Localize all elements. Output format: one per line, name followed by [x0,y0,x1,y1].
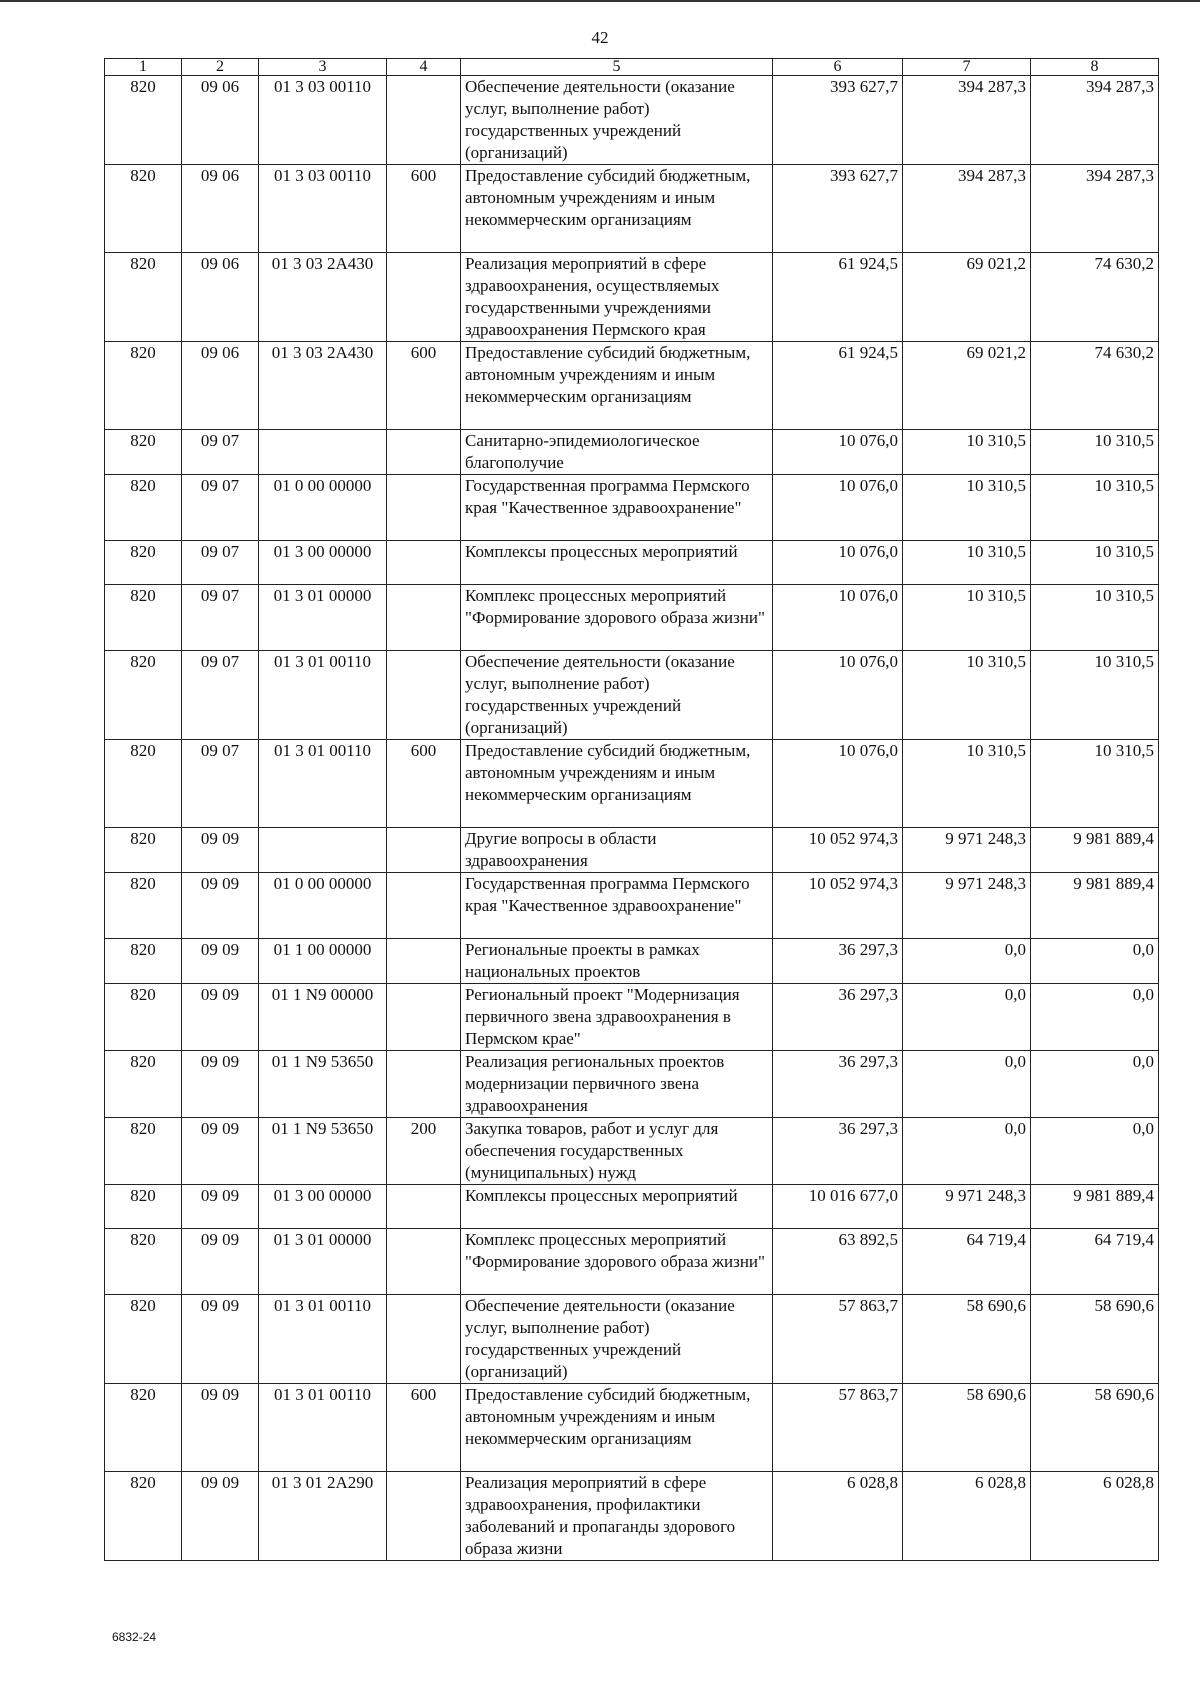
cell-amount-1: 10 076,0 [773,585,903,651]
cell-ved: 820 [105,873,182,939]
table-body [105,76,1159,1561]
cell-expense-type [387,1229,461,1295]
cell-expense-type: 600 [387,1384,461,1472]
cell-amount-2: 9 971 248,3 [903,873,1031,939]
cell-ved: 820 [105,475,182,541]
cell-amount-1: 6 028,8 [773,1472,903,1561]
cell-expense-type: 200 [387,1118,461,1185]
cell-article: 01 3 01 00000 [259,585,387,651]
budget-table [104,58,1159,1561]
cell-section: 09 07 [182,430,259,475]
cell-amount-3: 9 981 889,4 [1031,1185,1159,1229]
cell-article: 01 3 01 00110 [259,740,387,828]
cell-amount-1: 10 052 974,3 [773,828,903,873]
cell-article: 01 0 00 00000 [259,873,387,939]
cell-ved: 820 [105,939,182,984]
cell-ved: 820 [105,76,182,165]
table-row [105,1295,1159,1384]
cell-article: 01 3 01 2А290 [259,1472,387,1561]
cell-name: Государственная программа Пермского края "Качественное здравоохранение" [461,475,773,541]
cell-amount-3: 10 310,5 [1031,651,1159,740]
cell-ved: 820 [105,541,182,585]
table-row [105,165,1159,253]
cell-expense-type: 600 [387,342,461,430]
cell-name: Комплексы процессных мероприятий [461,541,773,585]
cell-amount-3: 9 981 889,4 [1031,828,1159,873]
cell-ved: 820 [105,1051,182,1118]
cell-article: 01 1 00 00000 [259,939,387,984]
page-number: 42 [591,28,609,47]
cell-article: 01 1 N9 00000 [259,984,387,1051]
cell-ved: 820 [105,1118,182,1185]
cell-amount-1: 36 297,3 [773,939,903,984]
table-row [105,1051,1159,1118]
cell-name: Государственная программа Пермского края "Качественное здравоохранение" [461,873,773,939]
cell-amount-3: 10 310,5 [1031,541,1159,585]
cell-amount-2: 9 971 248,3 [903,1185,1031,1229]
header-col-7: 7 [903,59,1031,76]
cell-expense-type [387,430,461,475]
cell-section: 09 07 [182,541,259,585]
cell-amount-3: 10 310,5 [1031,475,1159,541]
cell-name: Предоставление субсидий бюджетным, автономным учреждениям и иным некоммерческим организациям [461,342,773,430]
cell-article: 01 3 01 00000 [259,1229,387,1295]
cell-amount-2: 0,0 [903,1051,1031,1118]
cell-amount-1: 10 076,0 [773,475,903,541]
cell-expense-type [387,939,461,984]
cell-article: 01 3 01 00110 [259,1295,387,1384]
cell-amount-3: 10 310,5 [1031,585,1159,651]
cell-article: 01 3 03 2А430 [259,342,387,430]
cell-name: Предоставление субсидий бюджетным, автономным учреждениям и иным некоммерческим организациям [461,740,773,828]
cell-section: 09 07 [182,585,259,651]
cell-amount-1: 10 076,0 [773,740,903,828]
cell-article [259,430,387,475]
table-row [105,939,1159,984]
cell-name: Реализация мероприятий в сфере здравоохранения, профилактики заболеваний и пропаганды здорового образа жизни [461,1472,773,1561]
cell-name: Комплекс процессных мероприятий "Формирование здорового образа жизни" [461,1229,773,1295]
cell-amount-1: 36 297,3 [773,1051,903,1118]
cell-section: 09 09 [182,1384,259,1472]
cell-amount-3: 394 287,3 [1031,76,1159,165]
cell-name: Региональный проект "Модернизация первичного звена здравоохранения в Пермском крае" [461,984,773,1051]
cell-ved: 820 [105,1229,182,1295]
cell-section: 09 07 [182,740,259,828]
cell-expense-type [387,475,461,541]
cell-amount-2: 394 287,3 [903,165,1031,253]
cell-amount-3: 0,0 [1031,984,1159,1051]
header-col-3: 3 [259,59,387,76]
cell-name: Обеспечение деятельности (оказание услуг, выполнение работ) государственных учреждений (организаций) [461,76,773,165]
cell-expense-type [387,1472,461,1561]
cell-article: 01 3 03 00110 [259,165,387,253]
cell-expense-type [387,1295,461,1384]
cell-amount-2: 0,0 [903,1118,1031,1185]
cell-ved: 820 [105,585,182,651]
table-row [105,253,1159,342]
cell-ved: 820 [105,1185,182,1229]
cell-amount-1: 10 076,0 [773,430,903,475]
cell-amount-3: 0,0 [1031,1118,1159,1185]
cell-article: 01 3 01 00110 [259,1384,387,1472]
cell-amount-3: 0,0 [1031,939,1159,984]
cell-amount-3: 74 630,2 [1031,342,1159,430]
cell-section: 09 09 [182,1118,259,1185]
cell-name: Обеспечение деятельности (оказание услуг, выполнение работ) государственных учреждений (организаций) [461,1295,773,1384]
cell-name: Региональные проекты в рамках национальных проектов [461,939,773,984]
cell-expense-type [387,585,461,651]
cell-amount-2: 69 021,2 [903,253,1031,342]
cell-amount-1: 10 052 974,3 [773,873,903,939]
cell-amount-3: 10 310,5 [1031,740,1159,828]
cell-article: 01 1 N9 53650 [259,1118,387,1185]
cell-amount-3: 64 719,4 [1031,1229,1159,1295]
cell-amount-3: 10 310,5 [1031,430,1159,475]
cell-ved: 820 [105,1295,182,1384]
cell-article: 01 1 N9 53650 [259,1051,387,1118]
cell-expense-type [387,253,461,342]
cell-article: 01 3 00 00000 [259,1185,387,1229]
cell-ved: 820 [105,165,182,253]
header-col-5: 5 [461,59,773,76]
cell-amount-1: 10 016 677,0 [773,1185,903,1229]
cell-amount-3: 394 287,3 [1031,165,1159,253]
cell-article: 01 0 00 00000 [259,475,387,541]
cell-amount-2: 0,0 [903,939,1031,984]
cell-amount-2: 6 028,8 [903,1472,1031,1561]
cell-section: 09 09 [182,939,259,984]
header-col-1: 1 [105,59,182,76]
document-code: 6832-24 [112,1630,157,1644]
cell-section: 09 09 [182,984,259,1051]
header-col-6: 6 [773,59,903,76]
cell-article [259,828,387,873]
cell-ved: 820 [105,651,182,740]
header-row [105,59,1159,76]
top-edge-line [0,0,1200,2]
cell-section: 09 07 [182,651,259,740]
cell-section: 09 06 [182,165,259,253]
cell-amount-3: 0,0 [1031,1051,1159,1118]
cell-name: Реализация региональных проектов модернизации первичного звена здравоохранения [461,1051,773,1118]
cell-section: 09 06 [182,76,259,165]
cell-name: Комплексы процессных мероприятий [461,1185,773,1229]
cell-ved: 820 [105,984,182,1051]
cell-article: 01 3 03 2А430 [259,253,387,342]
cell-expense-type [387,1185,461,1229]
header-col-2: 2 [182,59,259,76]
cell-amount-2: 69 021,2 [903,342,1031,430]
cell-article: 01 3 03 00110 [259,76,387,165]
cell-amount-2: 10 310,5 [903,740,1031,828]
cell-expense-type [387,651,461,740]
cell-amount-2: 64 719,4 [903,1229,1031,1295]
table-row [105,1185,1159,1229]
cell-amount-1: 61 924,5 [773,253,903,342]
cell-amount-1: 10 076,0 [773,651,903,740]
table-row [105,1118,1159,1185]
cell-amount-2: 9 971 248,3 [903,828,1031,873]
cell-ved: 820 [105,1384,182,1472]
cell-expense-type [387,984,461,1051]
cell-ved: 820 [105,430,182,475]
cell-section: 09 09 [182,873,259,939]
header-col-4: 4 [387,59,461,76]
table-row [105,1472,1159,1561]
cell-section: 09 09 [182,1472,259,1561]
cell-article: 01 3 00 00000 [259,541,387,585]
cell-section: 09 09 [182,1051,259,1118]
cell-amount-1: 57 863,7 [773,1384,903,1472]
cell-amount-2: 10 310,5 [903,541,1031,585]
cell-amount-2: 58 690,6 [903,1295,1031,1384]
cell-name: Обеспечение деятельности (оказание услуг, выполнение работ) государственных учреждений (организаций) [461,651,773,740]
cell-amount-3: 74 630,2 [1031,253,1159,342]
cell-ved: 820 [105,740,182,828]
cell-expense-type: 600 [387,165,461,253]
cell-amount-1: 10 076,0 [773,541,903,585]
cell-amount-1: 63 892,5 [773,1229,903,1295]
table-row [105,984,1159,1051]
cell-name: Санитарно-эпидемиологическое благополучие [461,430,773,475]
cell-amount-1: 36 297,3 [773,984,903,1051]
cell-expense-type: 600 [387,740,461,828]
cell-amount-1: 36 297,3 [773,1118,903,1185]
table-row [105,342,1159,430]
cell-section: 09 09 [182,1295,259,1384]
cell-section: 09 09 [182,1185,259,1229]
cell-ved: 820 [105,1472,182,1561]
cell-amount-2: 10 310,5 [903,475,1031,541]
cell-expense-type [387,76,461,165]
cell-amount-1: 57 863,7 [773,1295,903,1384]
cell-section: 09 06 [182,253,259,342]
cell-ved: 820 [105,828,182,873]
cell-ved: 820 [105,253,182,342]
cell-expense-type [387,873,461,939]
cell-section: 09 07 [182,475,259,541]
cell-amount-1: 61 924,5 [773,342,903,430]
cell-amount-3: 58 690,6 [1031,1295,1159,1384]
header-col-8: 8 [1031,59,1159,76]
cell-amount-3: 58 690,6 [1031,1384,1159,1472]
cell-section: 09 06 [182,342,259,430]
cell-expense-type [387,541,461,585]
cell-amount-2: 0,0 [903,984,1031,1051]
cell-name: Закупка товаров, работ и услуг для обеспечения государственных (муниципальных) нужд [461,1118,773,1185]
table-row [105,1384,1159,1472]
table-row [105,651,1159,740]
table-row [105,585,1159,651]
cell-name: Предоставление субсидий бюджетным, автономным учреждениям и иным некоммерческим организациям [461,165,773,253]
cell-amount-1: 393 627,7 [773,165,903,253]
cell-expense-type [387,1051,461,1118]
cell-name: Предоставление субсидий бюджетным, автономным учреждениям и иным некоммерческим организациям [461,1384,773,1472]
cell-amount-3: 9 981 889,4 [1031,873,1159,939]
cell-article: 01 3 01 00110 [259,651,387,740]
cell-name: Комплекс процессных мероприятий "Формирование здорового образа жизни" [461,585,773,651]
cell-section: 09 09 [182,1229,259,1295]
table-row [105,828,1159,873]
table-row [105,475,1159,541]
cell-name: Реализация мероприятий в сфере здравоохранения, осуществляемых государственными учреждениями здравоохранения Пермского края [461,253,773,342]
cell-amount-2: 58 690,6 [903,1384,1031,1472]
cell-section: 09 09 [182,828,259,873]
cell-amount-2: 394 287,3 [903,76,1031,165]
table-row [105,541,1159,585]
cell-amount-2: 10 310,5 [903,430,1031,475]
table-row [105,1229,1159,1295]
table-row [105,740,1159,828]
cell-name: Другие вопросы в области здравоохранения [461,828,773,873]
cell-amount-3: 6 028,8 [1031,1472,1159,1561]
table-row [105,873,1159,939]
cell-amount-2: 10 310,5 [903,651,1031,740]
cell-amount-1: 393 627,7 [773,76,903,165]
cell-amount-2: 10 310,5 [903,585,1031,651]
cell-expense-type [387,828,461,873]
cell-ved: 820 [105,342,182,430]
table-row [105,430,1159,475]
table-row [105,76,1159,165]
